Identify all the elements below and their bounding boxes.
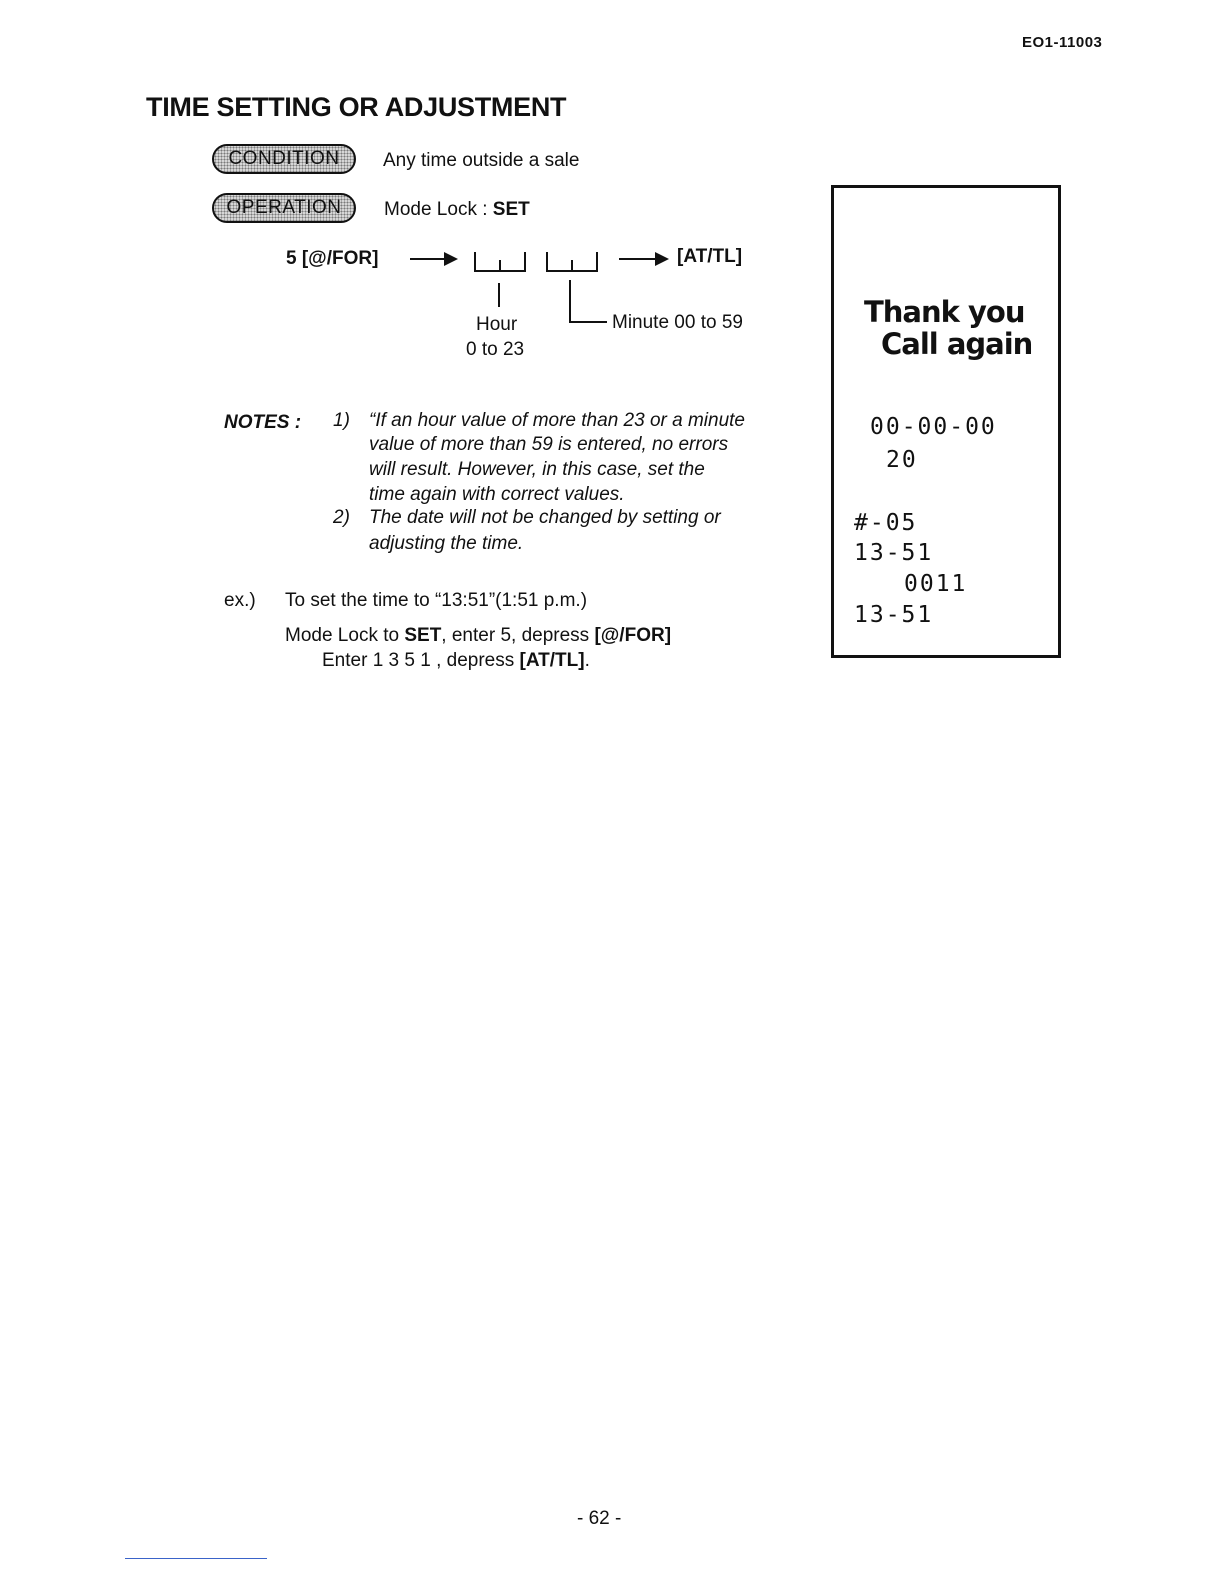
note-2-line-1: The date will not be changed by setting or [369,507,721,528]
operation-text-prefix: Mode Lock : [384,199,488,220]
receipt-date: 00-00-00 [870,414,997,440]
page-title: TIME SETTING OR ADJUSTMENT [146,92,567,122]
receipt-message-line-2: Call again [881,327,1033,361]
example-label: ex.) [224,590,256,611]
condition-badge [212,144,356,174]
example-line-2-a: Mode Lock to [285,625,405,646]
document-id: EO1-11003 [1022,34,1103,51]
example-line-1: To set the time to “13:51”(1:51 p.m.) [285,590,588,611]
page-number: - 62 - [577,1508,622,1529]
note-1-number: 1) [333,410,350,431]
receipt-time-top: 13-51 [854,540,934,566]
operation-mode: SET [492,199,530,220]
sequence-start-key: 5 [@/FOR] [286,248,379,269]
example-line-2-key: [@/FOR] [594,625,672,646]
minute-box-divider [571,260,573,272]
minute-leader-horizontal [569,321,607,323]
notes-label: NOTES : [224,412,302,433]
condition-badge-label: CONDITION [228,148,340,169]
note-1-line-4: time again with correct values. [369,484,625,505]
example-line-2-c: , enter 5, depress [441,625,595,646]
receipt-consecutive-number: 0011 [904,571,968,597]
operation-text [384,199,530,221]
example-line-3-a: Enter 1 3 5 1 , depress [322,650,520,671]
operation-badge [212,193,356,223]
sequence-arrow-head-1 [444,251,458,267]
receipt-register-number: 20 [886,447,918,473]
example-line-2-mode: SET [404,625,442,646]
hour-box-divider [499,260,501,272]
sequence-arrow-head-2 [655,251,669,267]
footer-rule [125,1558,267,1559]
hour-range: 0 to 23 [466,339,525,360]
example-line-3 [322,650,590,672]
sequence-end-key: [AT/TL] [677,246,743,267]
receipt-message-line-1: Thank you [864,295,1025,329]
sequence-arrow-shaft-1 [410,258,446,260]
minute-leader-vertical [569,280,571,322]
operation-badge-label: OPERATION [226,197,342,218]
note-1-line-3: will result. However, in this case, set the [369,459,705,480]
note-1-line-2: value of more than 59 is entered, no errors [369,434,729,455]
hour-leader-line [498,283,500,307]
minute-label: Minute 00 to 59 [612,312,743,333]
example-line-2 [285,625,671,647]
note-2-number: 2) [333,507,350,528]
sequence-arrow-shaft-2 [619,258,657,260]
sample-receipt [831,185,1061,658]
condition-text: Any time outside a sale [383,150,580,171]
note-2-line-2: adjusting the time. [369,533,524,554]
receipt-clerk: #-05 [854,510,918,536]
receipt-time-bottom: 13-51 [854,602,934,628]
example-line-3-key: [AT/TL] [519,650,585,671]
example-line-3-c: . [584,650,590,671]
hour-label: Hour [476,314,518,335]
note-1-line-1: “If an hour value of more than 23 or a minute [369,410,745,431]
